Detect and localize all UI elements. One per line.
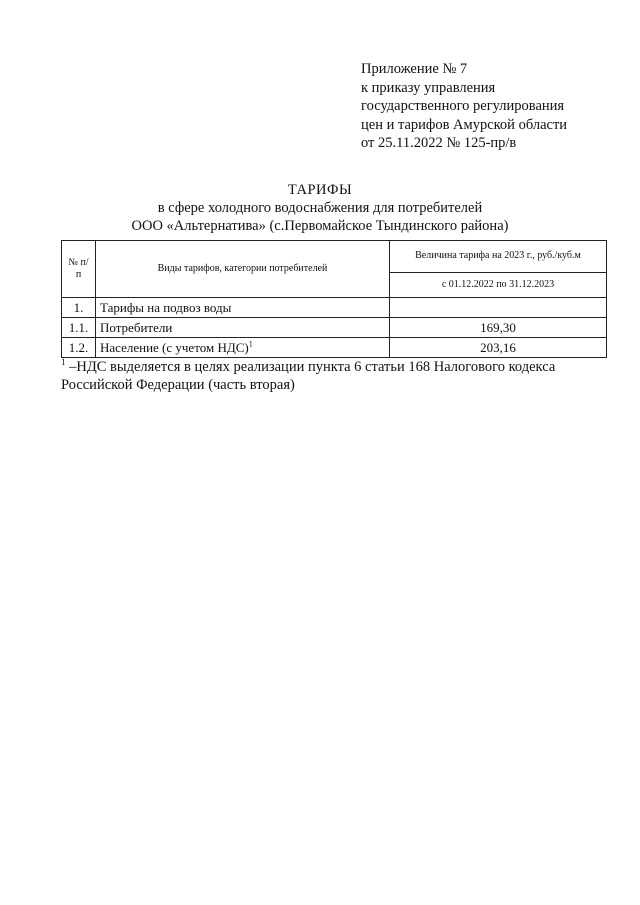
footnote-reference: 1	[248, 339, 253, 349]
appendix-line-1: Приложение № 7	[361, 61, 468, 77]
row-value	[390, 298, 607, 318]
footnote-mark: 1	[61, 357, 66, 368]
row-value: 169,30	[390, 318, 607, 338]
row-name	[96, 338, 390, 358]
document-organization: ООО «Альтернатива» (с.Первомайское Тындинского района)	[131, 218, 509, 234]
tariff-table	[61, 240, 607, 358]
header-value: Величина тарифа на 2023 г., руб./куб.м	[390, 241, 607, 273]
footnote	[61, 358, 621, 394]
document-heading	[0, 181, 640, 235]
row-name: Тарифы на подвоз воды	[96, 298, 390, 318]
header-name: Виды тарифов, категории потребителей	[96, 241, 390, 298]
appendix-block	[361, 60, 567, 153]
footnote-text: –НДС выделяется в целях реализации пункта 6 статьи 168 Налогового кодекса Российской Федерации (часть вторая)	[61, 359, 556, 393]
table-row	[62, 338, 607, 358]
table-header-row	[62, 241, 607, 273]
document-subtitle: в сфере холодного водоснабжения для потребителей	[157, 200, 483, 216]
table-row	[62, 318, 607, 338]
appendix-line-3: государственного регулирования	[361, 98, 565, 114]
appendix-line-2: к приказу управления	[361, 79, 496, 96]
appendix-line-5: от 25.11.2022 № 125-пр/в	[361, 135, 517, 151]
appendix-line-4: цен и тарифов Амурской области	[361, 116, 568, 133]
table-row	[62, 298, 607, 318]
row-name-text: Население (с учетом НДС)	[100, 339, 249, 355]
header-num: № п/п	[62, 241, 96, 298]
row-name: Потребители	[96, 318, 390, 338]
document-title: ТАРИФЫ	[287, 182, 353, 198]
row-num: 1.1.	[62, 318, 96, 338]
row-num: 1.2.	[62, 338, 96, 358]
header-period: с 01.12.2022 по 31.12.2023	[390, 272, 607, 297]
row-num: 1.	[62, 298, 96, 318]
row-value: 203,16	[390, 338, 607, 358]
